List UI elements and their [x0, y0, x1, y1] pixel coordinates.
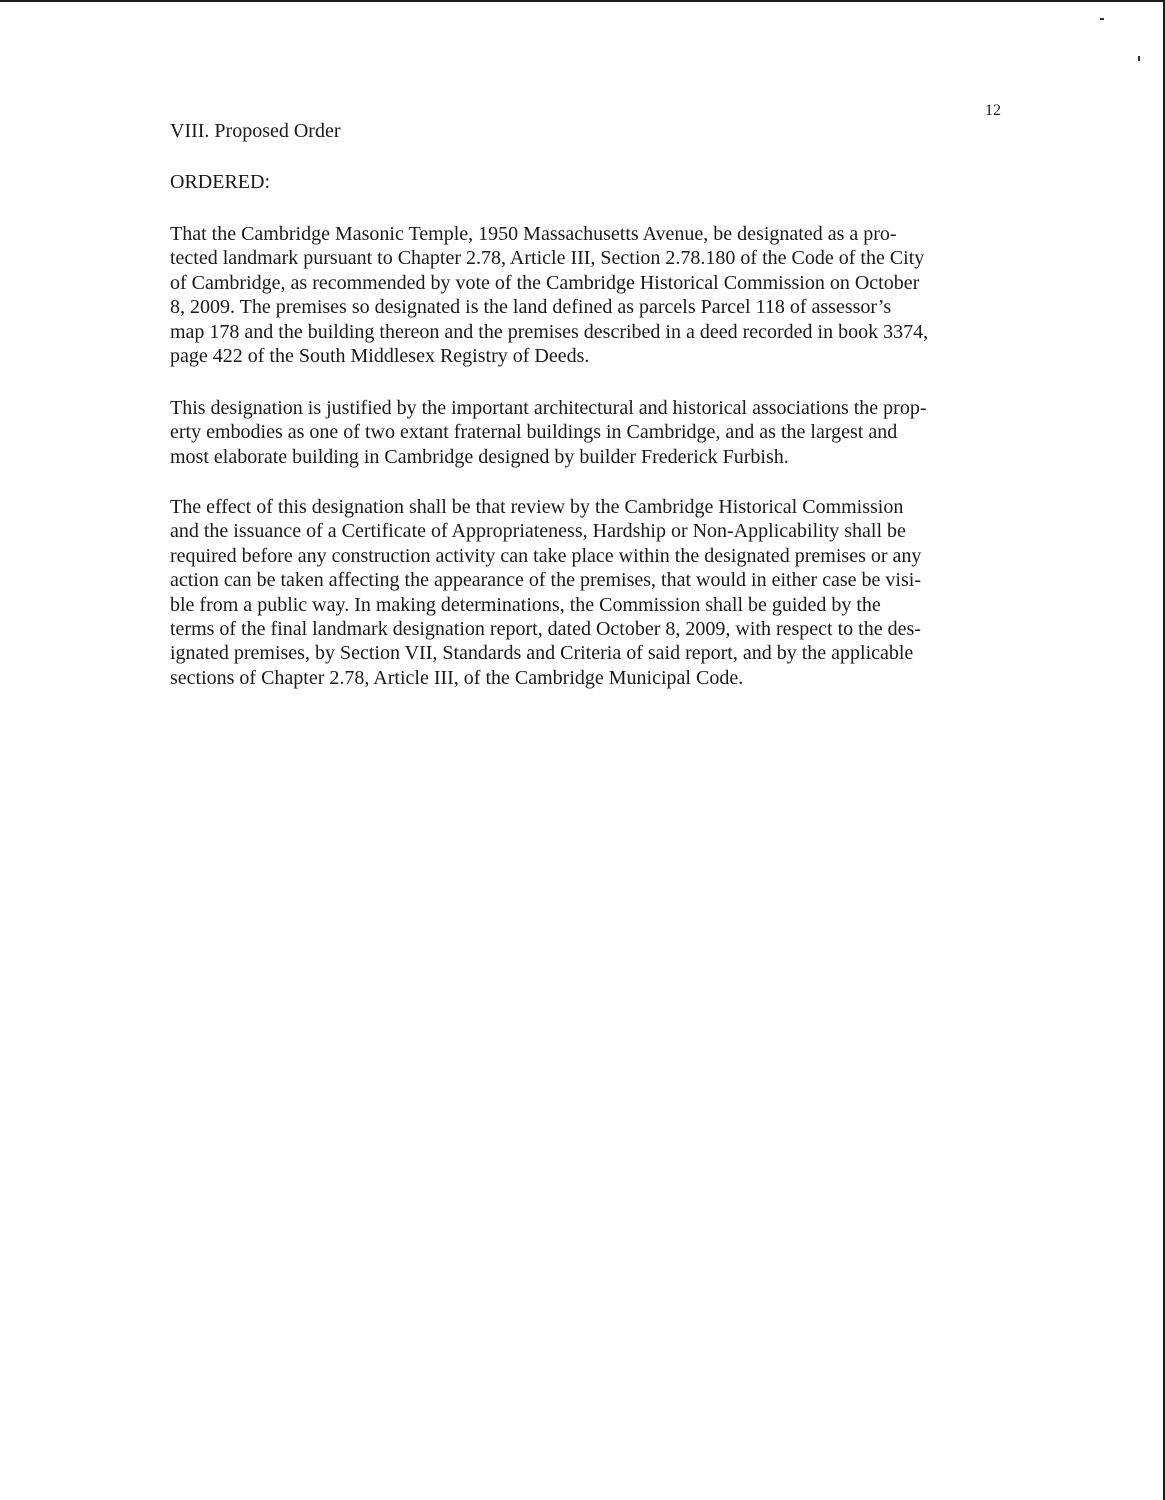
text-line: ble from a public way. In making determinations, the Commission shall be guided by the	[170, 593, 881, 616]
text-line: tected landmark pursuant to Chapter 2.78, Article III, Section 2.78.180 of the Code of the City	[170, 247, 925, 270]
text-line: terms of the final landmark designation report, dated October 8, 2009, with respect to the des-	[170, 618, 921, 641]
scan-speck	[1138, 56, 1140, 61]
designation-paragraph	[170, 222, 1000, 368]
text-line: map 178 and the building thereon and the premises described in a deed recorded in book 3374,	[170, 320, 929, 343]
scan-border-top	[0, 0, 1165, 2]
section-heading: VIII. Proposed Order	[170, 120, 341, 142]
text-line: 8, 2009. The premises so designated is the land defined as parcels Parcel 118 of assessor’s	[170, 296, 892, 319]
scan-speck	[1100, 18, 1104, 20]
text-line: and the issuance of a Certificate of Appropriateness, Hardship or Non-Applicability shall be	[170, 520, 906, 543]
ordered-label: ORDERED:	[170, 171, 270, 193]
text-line: sections of Chapter 2.78, Article III, of the Cambridge Municipal Code.	[170, 666, 744, 689]
text-line: erty embodies as one of two extant fraternal buildings in Cambridge, and as the largest and	[170, 421, 898, 444]
effect-paragraph	[170, 495, 1000, 690]
text-line: of Cambridge, as recommended by vote of the Cambridge Historical Commission on October	[170, 271, 920, 294]
text-line: action can be taken affecting the appearance of the premises, that would in either case be visi-	[170, 569, 921, 592]
text-line: most elaborate building in Cambridge designed by builder Frederick Furbish.	[170, 445, 789, 468]
text-line: That the Cambridge Masonic Temple, 1950 Massachusetts Avenue, be designated as a pro-	[170, 223, 897, 245]
justification-paragraph	[170, 396, 1000, 469]
text-line: The effect of this designation shall be that review by the Cambridge Historical Commission	[170, 496, 904, 518]
text-line: ignated premises, by Section VII, Standards and Criteria of said report, and by the applicable	[170, 642, 914, 665]
text-line: page 422 of the South Middlesex Registry of Deeds.	[170, 345, 590, 368]
text-line: This designation is justified by the important architectural and historical associations the prop-	[170, 397, 927, 419]
text-line: required before any construction activity can take place within the designated premises or any	[170, 544, 922, 567]
page-number: 12	[985, 102, 1001, 119]
